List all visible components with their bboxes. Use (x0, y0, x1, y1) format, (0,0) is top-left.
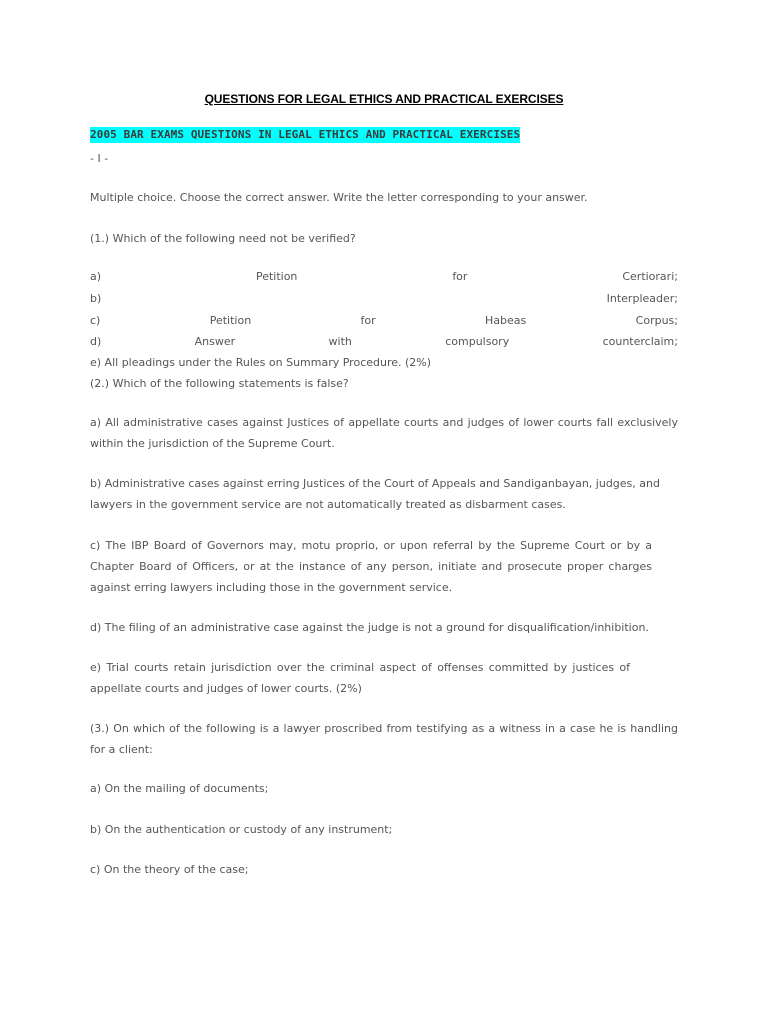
q3-option-b: b) On the authentication or custody of any instrument; (90, 823, 393, 836)
q1-option-c (90, 310, 678, 331)
q1-option-d-word: Answer (194, 335, 236, 348)
q1-option-a-word: Certiorari; (622, 270, 678, 283)
q1-option-b-word: Interpleader; (606, 292, 678, 305)
question-2: (2.) Which of the following statements is false? (90, 377, 349, 390)
q1-option-a-word: Petition (255, 270, 298, 283)
section-heading: 2005 BAR EXAMS QUESTIONS IN LEGAL ETHICS AND PRACTICAL EXERCISES (90, 128, 521, 141)
question-3: (3.) On which of the following is a lawyer proscribed from testifying as a witness in a case he is handling for a client: (90, 722, 678, 756)
q1-option-b (90, 288, 678, 309)
q1-option-a-word: a) (90, 270, 102, 283)
q1-option-e: e) All pleadings under the Rules on Summary Procedure. (2%) (90, 356, 432, 369)
document-page (90, 0, 678, 1024)
q1-option-c-word: Petition (209, 314, 252, 327)
q1-option-c-word: c) (90, 314, 101, 327)
q1-option-d-word: counterclaim; (602, 335, 678, 348)
q1-option-d-word: with (328, 335, 352, 348)
q1-option-d-word: d) (90, 335, 102, 348)
q2-option-b: b) Administrative cases against erring Justices of the Court of Appeals and Sandiganbayan, judges, and lawyers in the government service are not automatically treated as disbarment cases. (90, 477, 660, 511)
question-1: (1.) Which of the following need not be verified? (90, 232, 356, 245)
q2-option-e: e) Trial courts retain jurisdiction over the criminal aspect of offenses committed by justices of appellate courts and judges of lower courts. (2%) (90, 661, 630, 695)
document-title: QUESTIONS FOR LEGAL ETHICS AND PRACTICAL EXERCISES (204, 92, 564, 106)
q1-option-d-word: compulsory (445, 335, 510, 348)
part-marker: - I - (90, 152, 109, 165)
q1-option-a (90, 266, 678, 287)
q3-option-c: c) On the theory of the case; (90, 863, 249, 876)
q1-option-c-word: for (360, 314, 376, 327)
q3-option-a: a) On the mailing of documents; (90, 782, 269, 795)
q1-option-c-word: Corpus; (635, 314, 678, 327)
q1-option-c-word: Habeas (485, 314, 527, 327)
q1-option-a-word: for (452, 270, 468, 283)
q2-option-a: a) All administrative cases against Justices of appellate courts and judges of lower courts fall exclusively within the jurisdiction of the Supreme Court. (90, 416, 678, 450)
q2-option-c: c) The IBP Board of Governors may, motu proprio, or upon referral by the Supreme Court or by a Chapter Board of Officers, or at the instance of any person, initiate and prosecute proper charges against erring lawyers including those in the government service. (90, 539, 652, 594)
q2-option-d: d) The filing of an administrative case against the judge is not a ground for disqualification/inhibition. (90, 621, 649, 634)
instructions-text: Multiple choice. Choose the correct answer. Write the letter corresponding to your answer. (90, 191, 588, 204)
q1-option-b-word: b) (90, 292, 102, 305)
q1-option-d (90, 331, 678, 352)
